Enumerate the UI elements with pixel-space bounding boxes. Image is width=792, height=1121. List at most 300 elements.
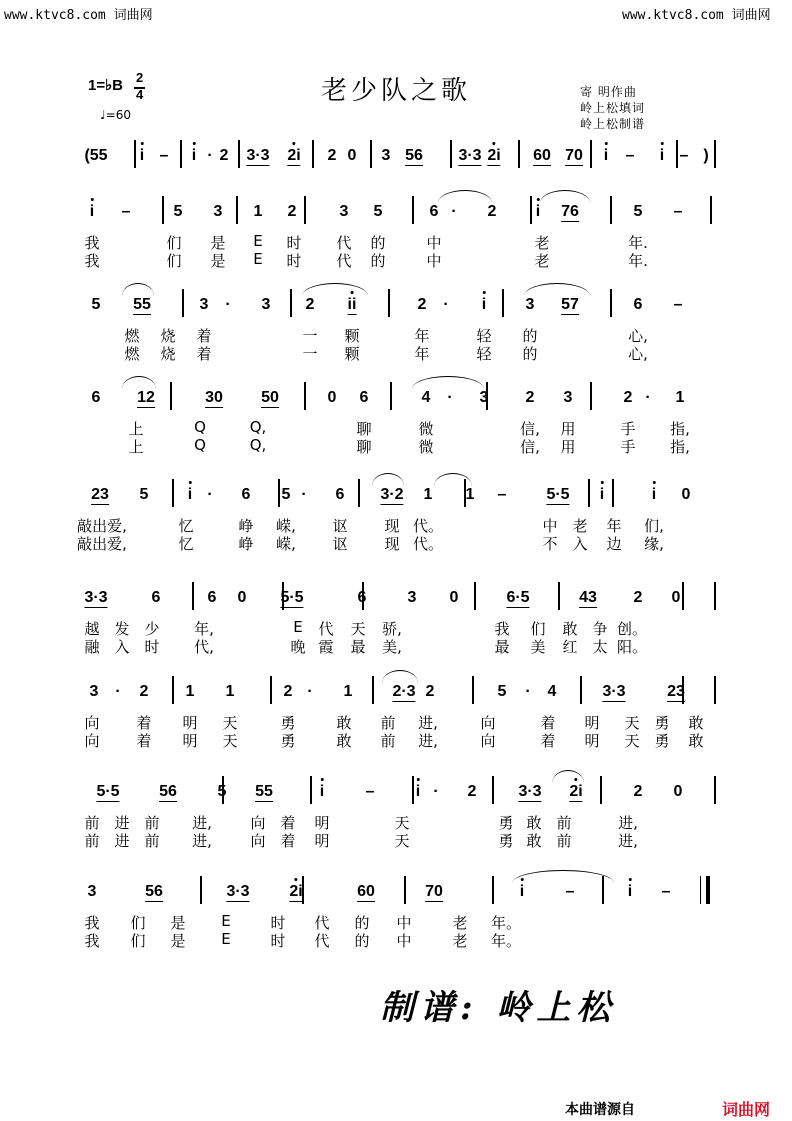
lyric-line-1 [82,232,714,250]
note: 0 [449,589,459,606]
lyric-word: 着 [280,832,296,850]
lyric-word: 明 [314,832,330,850]
bar-line [180,140,182,168]
lyric-word: 骄, [382,620,402,638]
lyricist-credit: 岭上松填词 [580,101,646,115]
lyric-line-2 [82,250,714,268]
bar-line [412,196,414,224]
note: i [319,783,325,800]
lyric-word: 现 [384,517,400,535]
lyric-word: 明 [182,714,198,732]
bar-line [390,382,392,410]
site-url-right[interactable]: www.ktvc8.com 词曲网 [622,8,771,23]
note: · [451,203,457,220]
note: · [115,683,121,700]
lyric-line-1 [82,812,714,830]
bar-line [310,776,312,804]
lyric-word: 前 [144,832,160,850]
notation-line [82,136,714,176]
lyric-word: 的 [354,932,370,950]
note: 1 [423,486,433,503]
lyric-word: 太 [592,638,608,656]
note: 3 [407,589,417,606]
bar-line [278,479,280,507]
lyric-word: 峥 [238,517,254,535]
note: · [433,783,439,800]
lyric-word: 手 [620,420,636,438]
bar-line [238,140,240,168]
lyric-word: 霞 [318,638,334,656]
site-url-left[interactable]: www.ktvc8.com 词曲网 [4,8,153,23]
bar-line [588,479,590,507]
note: 3 [261,296,271,313]
lyric-line-1 [82,618,714,636]
note: i [535,203,541,220]
note: 3·3 [458,147,482,164]
time-signature-bottom: 4 [136,87,144,102]
lyric-line-2 [82,930,714,948]
lyric-word: 融 [84,638,100,656]
lyric-word: 明 [584,714,600,732]
note: 4 [547,683,557,700]
note: – [625,147,635,164]
score-row [82,578,714,656]
bar-line [714,776,716,804]
note: 56 [159,783,177,800]
lyric-word: 明 [584,732,600,750]
lyric-word: 微 [418,438,434,456]
lyric-word: 进 [114,814,130,832]
bar-line [172,479,174,507]
bar-line [304,196,306,224]
note: 76 [561,203,579,220]
lyric-word: 年 [414,327,430,345]
bar-line [710,196,712,224]
bar-line [134,140,136,168]
lyric-word: 微 [418,420,434,438]
lyric-word: 敢 [688,714,704,732]
lyric-word: 指, [670,420,690,438]
lyric-word: 向 [84,714,100,732]
lyric-word: 老 [452,932,468,950]
notation-line [82,475,714,515]
lyric-word: 天 [222,732,238,750]
notation-line [82,192,714,232]
score-row [77,475,714,553]
bar-line [612,479,614,507]
lyric-word: E [253,232,263,250]
bar-line [170,382,172,410]
bar-line [472,676,474,704]
note: · [447,389,453,406]
lyric-word: 最 [494,638,510,656]
site-logo[interactable]: 词曲网 [722,1100,771,1119]
lyric-word: 敢 [526,832,542,850]
note: 3 [213,203,223,220]
note: 1 [343,683,353,700]
note: 3 [563,389,573,406]
lyric-word: 们, [644,517,664,535]
lyric-line-2 [82,436,714,454]
lyric-word: 老 [534,234,550,252]
note: – [661,883,671,900]
note: 5 [217,783,227,800]
lyric-word: 时 [286,234,302,252]
lyric-word: 烧 [160,327,176,345]
lyric-word: 上 [128,420,144,438]
lyric-word: 手 [620,438,636,456]
slur [524,283,590,296]
tempo-marking: ♩=60 [100,108,131,122]
lyric-word: 进 [114,832,130,850]
lyric-word: 老 [534,252,550,270]
bar-line [372,676,374,704]
note: 1 [675,389,685,406]
note: 2 [287,203,297,220]
note: 6 [429,203,439,220]
note: 2 [623,389,633,406]
lyric-word: 信, [520,438,540,456]
arranger-credit: 岭上松制谱 [580,117,646,131]
note: 23 [91,486,109,503]
note: 2 [417,296,427,313]
lyric-word: E [253,250,263,268]
note: 30 [205,389,223,406]
bar-line [502,289,504,317]
bar-line [192,582,194,610]
lyric-line-1 [82,418,714,436]
bar-line [700,876,701,904]
lyric-word: 一 [302,345,318,363]
note: · [301,486,307,503]
notation-line [82,285,714,325]
lyric-word: 们 [530,620,546,638]
bar-line [370,140,372,168]
composer-credit: 寄 明作曲 [580,85,637,99]
note: 70 [425,883,443,900]
note: – [565,883,575,900]
note: 3 [87,883,97,900]
bar-line [580,676,582,704]
lyric-word: 美 [530,638,546,656]
lyric-word: 勇 [654,732,670,750]
lyric-word: 进, [192,832,212,850]
bar-line [590,140,592,168]
lyric-word: 天 [222,714,238,732]
note: 3 [525,296,535,313]
lyric-word: 代 [336,234,352,252]
lyric-word: 老 [452,914,468,932]
bar-line [304,382,306,410]
lyric-word: 们 [166,234,182,252]
note: 3·3 [246,147,270,164]
note: – [679,147,689,164]
lyric-word: 用 [560,420,576,438]
lyric-word: 边 [606,535,622,553]
note: 2 [633,783,643,800]
lyric-word: 天 [350,620,366,638]
note: ) [703,147,709,164]
lyric-word: 勇 [498,814,514,832]
bar-line [474,582,476,610]
note: 0 [327,389,337,406]
lyric-word: 向 [84,732,100,750]
slur [434,473,472,486]
lyric-word: 峥 [238,535,254,553]
lyric-word: 中 [396,932,412,950]
lyric-word: 越 [84,620,100,638]
slur [302,283,368,296]
note: ii [347,296,357,313]
score-row [82,378,714,456]
lyric-word: 勇 [280,714,296,732]
lyric-word: 向 [250,832,266,850]
note: 6 [357,589,367,606]
lyric-word: 年 [606,517,622,535]
lyric-word: Q [194,418,206,436]
lyric-word: 年, [194,620,214,638]
lyric-word: 们 [166,252,182,270]
lyric-word: 的 [354,914,370,932]
time-signature-top: 2 [136,70,144,85]
lyric-word: 最 [350,638,366,656]
note: 5 [139,486,149,503]
note: i [89,203,95,220]
note: 5 [373,203,383,220]
note: 0 [237,589,247,606]
lyric-word: 着 [196,327,212,345]
lyric-word: 代。 [412,535,444,553]
note: 0 [673,783,683,800]
lyric-word: 心, [628,345,648,363]
note: 3·3 [602,683,626,700]
lyric-word: 代, [194,638,214,656]
score-row [82,136,714,176]
slur [552,770,584,783]
lyric-line-2 [82,830,714,848]
lyric-word: 现 [384,535,400,553]
slur [122,283,154,296]
lyric-word: 不 [542,535,558,553]
lyric-line-2 [82,730,714,748]
lyric-word: 年。 [490,932,522,950]
lyric-word: 嵘, [276,517,296,535]
lyric-word: E [293,618,303,636]
lyric-word: 勇 [654,714,670,732]
lyric-word: 是 [210,234,226,252]
lyric-word: 是 [170,914,186,932]
note: 43 [579,589,597,606]
lyric-word: 代 [336,252,352,270]
note: 6·5 [506,589,530,606]
lyric-word: 入 [114,638,130,656]
lyric-word: 进, [418,732,438,750]
bar-line [182,289,184,317]
lyric-word: 阳。 [616,638,648,656]
notation-line [82,772,714,812]
note: 2 [487,203,497,220]
note: i [627,883,633,900]
lyric-word: 忆 [178,517,194,535]
lyric-word: 忆 [178,535,194,553]
bar-line [404,876,406,904]
lyric-word: 天 [394,832,410,850]
lyric-word: 指, [670,438,690,456]
score-row [82,672,714,750]
note: 3 [89,683,99,700]
bar-line [312,140,314,168]
note: – [121,203,131,220]
bar-line [290,289,292,317]
lyric-word: E [221,930,231,948]
note: 2·3 [392,683,416,700]
lyric-word: 代 [314,932,330,950]
bar-line [682,582,684,610]
note: 4 [421,389,431,406]
lyric-word: 我 [84,914,100,932]
note: 3 [381,147,391,164]
note: i [603,147,609,164]
note: · [207,486,213,503]
slur [372,473,404,486]
bar-line [492,876,494,904]
note: 0 [347,147,357,164]
bar-line [492,776,494,804]
bar-line [162,196,164,224]
bar-line [358,479,360,507]
note: 2i [487,147,501,164]
lyric-word: 老 [572,517,588,535]
lyric-word: 创。 [616,620,648,638]
note: 60 [357,883,375,900]
note: i [651,486,657,503]
lyric-word: 着 [280,814,296,832]
lyric-word: 着 [136,732,152,750]
note: · [525,683,531,700]
note: 2 [425,683,435,700]
lyric-word: 中 [426,234,442,252]
source-label: 本曲谱源自 [565,1102,635,1118]
note: 5·5 [96,783,120,800]
lyric-line-2 [82,343,714,361]
lyric-word: 聊 [356,420,372,438]
lyric-word: 前 [380,714,396,732]
note: 1 [253,203,263,220]
lyric-word: 嵘, [276,535,296,553]
note: 57 [561,296,579,313]
lyric-word: 敢 [336,732,352,750]
lyric-word: 进, [618,814,638,832]
score-row [82,192,714,270]
signature: 制谱: 岭上松 [380,988,617,1028]
notation-line [82,378,714,418]
note: i [139,147,145,164]
lyric-word: 着 [540,714,556,732]
lyric-word: 心, [628,327,648,345]
slur [438,190,492,203]
lyric-word: 的 [522,327,538,345]
lyric-word: 向 [480,732,496,750]
bar-line [590,382,592,410]
note: 2 [467,783,477,800]
bar-line [714,676,716,704]
lyric-word: 前 [84,832,100,850]
note: 2 [327,147,337,164]
lyric-word: 年. [628,234,648,252]
lyric-word: Q [194,436,206,454]
lyric-word: 少 [144,620,160,638]
lyric-line-1 [77,515,714,535]
note: · [307,683,313,700]
note: 5 [173,203,183,220]
bar-line [714,582,716,610]
note: 0 [681,486,691,503]
note: i [191,147,197,164]
lyric-word: 敢 [336,714,352,732]
note: 60 [533,147,551,164]
credits [580,84,645,132]
notation-line [82,872,714,912]
note: i [599,486,605,503]
lyric-word: 时 [286,252,302,270]
lyric-word: 一 [302,327,318,345]
lyric-line-1 [82,325,714,343]
lyric-word: 的 [370,252,386,270]
bar-line [200,876,202,904]
lyric-word: 中 [426,252,442,270]
score-row [82,772,714,850]
slur [382,670,418,683]
note: – [673,203,683,220]
lyric-word: 敲出爱, [77,517,127,535]
lyric-word: 向 [250,814,266,832]
note: (55 [84,147,108,164]
lyric-line-2 [82,636,714,654]
lyric-word: 用 [560,438,576,456]
bar-line [706,876,710,904]
note: i [415,783,421,800]
note: i [187,486,193,503]
note: – [497,486,507,503]
note: · [207,147,213,164]
note: 56 [405,147,423,164]
note: 3·3 [226,883,250,900]
slur [540,190,590,203]
note: 2 [219,147,229,164]
bar-line [518,140,520,168]
lyric-word: 的 [370,234,386,252]
lyric-word: 美, [382,638,402,656]
lyric-word: 轻 [476,327,492,345]
note: 1 [225,683,235,700]
lyric-word: 红 [562,638,578,656]
lyric-word: 们 [130,932,146,950]
song-title: 老少队之歌 [320,76,471,106]
lyric-word: 颗 [344,345,360,363]
lyric-word: 天 [624,732,640,750]
lyric-word: 燃 [124,327,140,345]
bar-line [388,289,390,317]
note: 2 [283,683,293,700]
lyric-word: Q, [249,436,267,454]
note: 2i [569,783,583,800]
note: 3·3 [84,589,108,606]
note: 6 [633,296,643,313]
note: 23 [667,683,685,700]
lyric-word: 敢 [562,620,578,638]
score-row [82,285,714,363]
note: 5·5 [546,486,570,503]
